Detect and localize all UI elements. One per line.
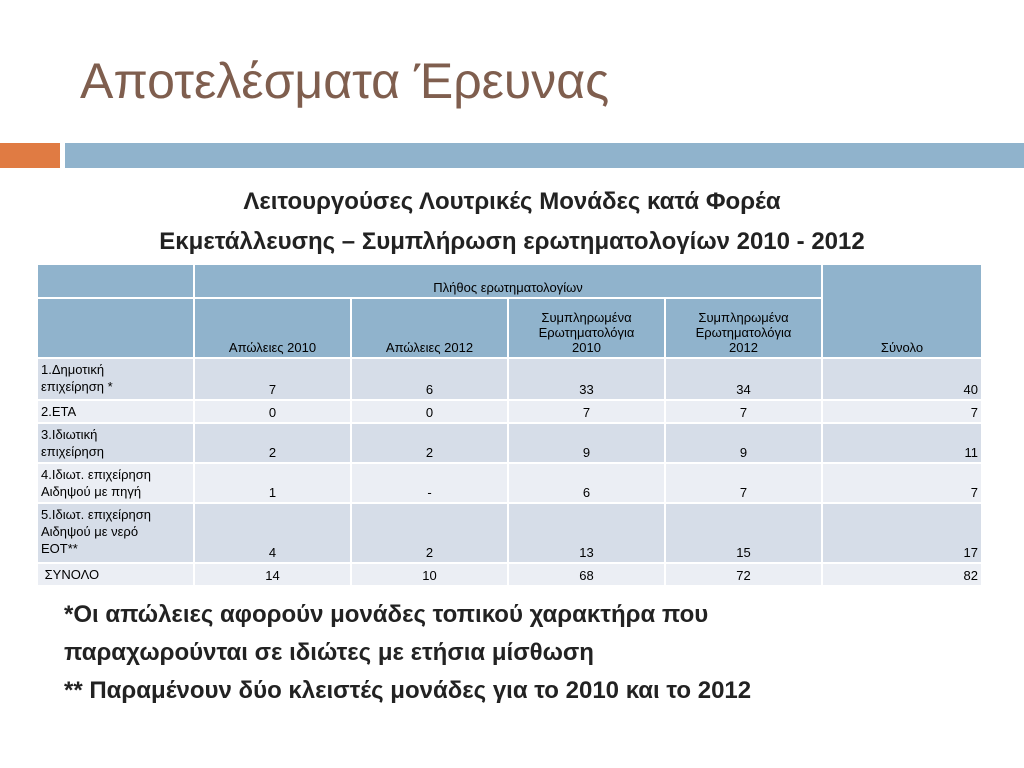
- row-value-cell: 13: [508, 503, 665, 563]
- accent-bar-blue: [65, 143, 1024, 168]
- row-value-cell: 0: [194, 400, 351, 423]
- row-label: ΣΥΝΟΛΟ: [37, 563, 194, 586]
- group-header: Πλήθος ερωτηματολογίων: [194, 264, 822, 298]
- table-row: [37, 503, 982, 563]
- row-value-cell: 2: [351, 503, 508, 563]
- results-table: [36, 263, 983, 587]
- row-value-cell: 33: [508, 358, 665, 400]
- table-row: [37, 463, 982, 503]
- header-losses-2012: Απώλειες 2012: [351, 298, 508, 358]
- row-total-cell: 11: [822, 423, 982, 463]
- row-value-cell: 7: [508, 400, 665, 423]
- table-row: [37, 423, 982, 463]
- row-value-cell: 10: [351, 563, 508, 586]
- header-corner-top: [37, 264, 194, 298]
- accent-bar-orange: [0, 143, 60, 168]
- row-label: 2.ΕΤΑ: [37, 400, 194, 423]
- row-value-cell: 7: [194, 358, 351, 400]
- table-row: [37, 563, 982, 586]
- row-label: 4.Ιδιωτ. επιχείρηση Αιδηψού με πηγή: [37, 463, 194, 503]
- row-total-cell: 17: [822, 503, 982, 563]
- row-value-cell: 7: [665, 400, 822, 423]
- row-value-cell: 6: [508, 463, 665, 503]
- header-corner-bottom: [37, 298, 194, 358]
- header-completed-2012: Συμπληρωμένα Ερωτηματολόγια 2012: [665, 298, 822, 358]
- row-value-cell: 4: [194, 503, 351, 563]
- row-value-cell: 0: [351, 400, 508, 423]
- header-total: Σύνολο: [822, 264, 982, 358]
- row-value-cell: 9: [665, 423, 822, 463]
- footnote-line-3: ** Παραμένουν δύο κλειστές μονάδες για το 2010 και το 2012: [64, 677, 752, 704]
- row-total-cell: 40: [822, 358, 982, 400]
- row-total-cell: 82: [822, 563, 982, 586]
- row-value-cell: 72: [665, 563, 822, 586]
- row-value-cell: 7: [665, 463, 822, 503]
- slide-title: Αποτελέσματα Έρευνας: [80, 53, 610, 109]
- row-value-cell: 9: [508, 423, 665, 463]
- footnote-line-2: παραχωρούνται σε ιδιώτες με ετήσια μίσθωση: [64, 639, 594, 666]
- header-losses-2010: Απώλειες 2010: [194, 298, 351, 358]
- row-label: 3.Ιδιωτική επιχείρηση: [37, 423, 194, 463]
- row-label: 1.Δημοτική επιχείρηση *: [37, 358, 194, 400]
- row-value-cell: -: [351, 463, 508, 503]
- header-completed-2010: Συμπληρωμένα Ερωτηματολόγια 2010: [508, 298, 665, 358]
- row-value-cell: 6: [351, 358, 508, 400]
- table-row: [37, 358, 982, 400]
- footnote-line-1: *Οι απώλειες αφορούν μονάδες τοπικού χαρακτήρα που: [64, 601, 709, 628]
- caption-line-2: Εκμετάλλευσης – Συμπλήρωση ερωτηματολογίων 2010 - 2012: [159, 228, 865, 255]
- row-value-cell: 1: [194, 463, 351, 503]
- row-value-cell: 14: [194, 563, 351, 586]
- row-value-cell: 2: [351, 423, 508, 463]
- row-label: 5.Ιδιωτ. επιχείρηση Αιδηψού με νερό ΕΟΤ**: [37, 503, 194, 563]
- row-value-cell: 68: [508, 563, 665, 586]
- table-caption: [0, 182, 1024, 262]
- caption-line-1: Λειτουργούσες Λουτρικές Μονάδες κατά Φορέα: [243, 188, 781, 215]
- table-row: [37, 400, 982, 423]
- row-value-cell: 2: [194, 423, 351, 463]
- row-total-cell: 7: [822, 400, 982, 423]
- row-total-cell: 7: [822, 463, 982, 503]
- footnotes: [64, 596, 1004, 710]
- row-value-cell: 34: [665, 358, 822, 400]
- row-value-cell: 15: [665, 503, 822, 563]
